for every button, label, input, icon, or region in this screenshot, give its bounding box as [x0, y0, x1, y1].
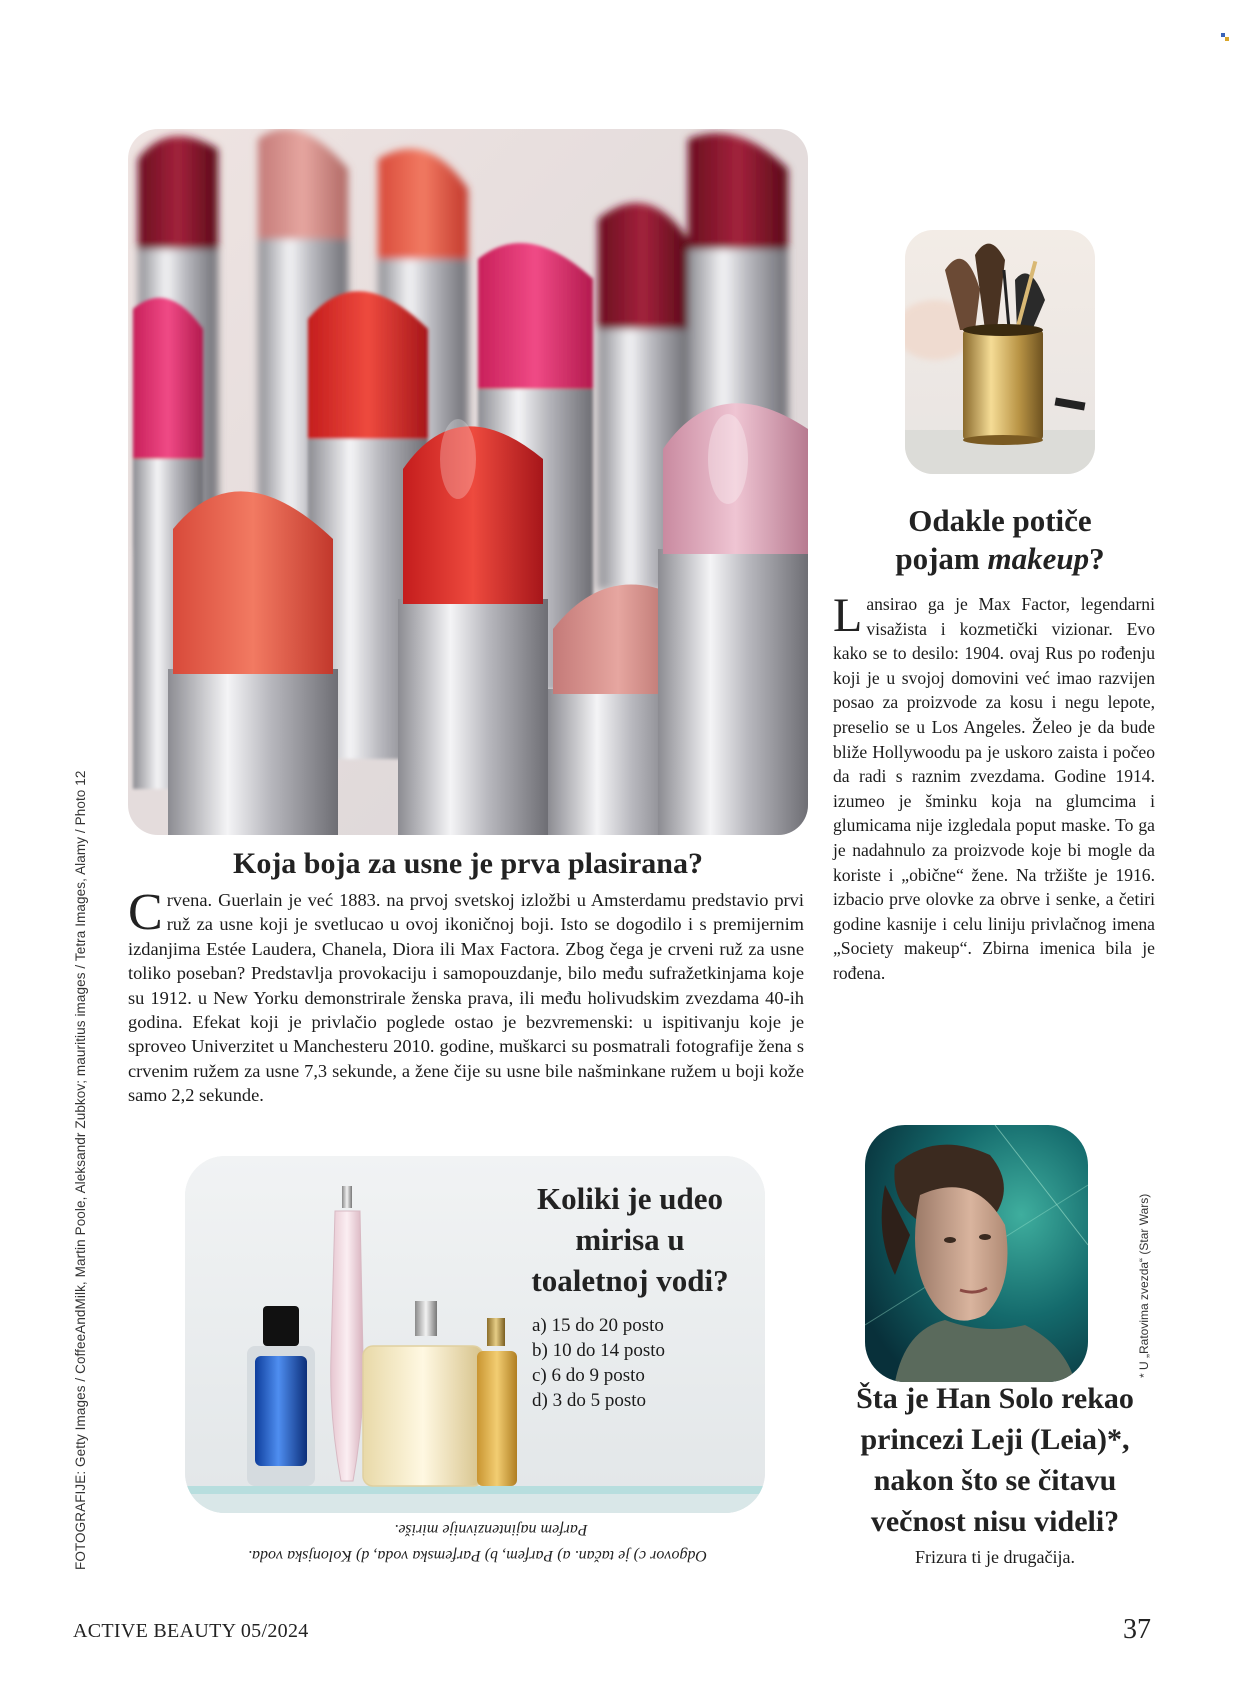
- lipstick-body-paragraph: [128, 884, 804, 1108]
- perfume-quiz-box: [185, 1156, 765, 1513]
- makeup-brushes-photo: [905, 230, 1095, 474]
- leia-question: [830, 1378, 1160, 1542]
- lipstick-article: [128, 884, 804, 1108]
- corner-marker: [1221, 33, 1229, 41]
- footer-magazine-issue: ACTIVE BEAUTY 05/2024: [73, 1620, 309, 1642]
- leia-photo: [865, 1125, 1088, 1382]
- quiz-option-b: b) 10 do 14 posto: [532, 1340, 665, 1361]
- perfume-answer: Odgovor c) je tačan. a) Parfem, b) Parfemska voda, d) Kolonjska voda.: [248, 1547, 708, 1564]
- leia-question-line1: Šta je Han Solo rekao: [856, 1382, 1134, 1415]
- lipstick-body-text: rvena. Guerlain je već 1883. na prvoj svetskoj izložbi u Amsterdamu predstavio prvi ruž za usne koji je svetlucao u ovoj ikoničnoj boji. Isto se dogodilo i s premijernim izdanjima Estée Laudera, Chanela, Diora ili Max Factora. Zbog čega je crveni ruž za usne toliko poseban? Predstavlja provokaciju i samopouzdanje, bilo među sufražetkinjama koje su 1912. u New Yorku demonstrirale ženska prava, ili među holivudskim zvezdama 40-ih godina. Efekat koji je privlačio poglede ostao je bezvremenski: u ispitivanju koje je sproveo Univerzitet u Manchesteru 2010. godine, muškarci su posmatrali fotografije žena s crvenim ružem za usne 7,3 sekunde, a žene čije su usne bile našminkane ružem u boji kože samo 2,2 sekunde.: [128, 890, 804, 1106]
- makeup-article: [833, 589, 1155, 986]
- lipstick-photo: [128, 129, 808, 835]
- page-number: 37: [1123, 1614, 1151, 1645]
- perfume-quiz-title: [500, 1178, 760, 1301]
- makeup-heading-italic: makeup: [987, 541, 1090, 576]
- leia-question-line2: princezi Leji (Leia)*,: [860, 1423, 1130, 1456]
- quiz-option-c: c) 6 do 9 posto: [532, 1365, 645, 1386]
- quiz-option-d: d) 3 do 5 posto: [532, 1390, 646, 1411]
- makeup-body-paragraph: [833, 589, 1155, 986]
- makeup-dropcap: L: [833, 589, 863, 642]
- makeup-heading-line2-prefix: pojam: [895, 541, 988, 576]
- makeup-heading-line1: Odakle potiče: [908, 503, 1092, 538]
- lipstick-heading: Koja boja za usne je prva plasirana?: [232, 847, 703, 880]
- leia-answer: Frizura ti je drugačija.: [915, 1547, 1075, 1567]
- makeup-body-text: ansirao ga je Max Factor, legendarni visažista i kozmetički vizionar. Evo kako se to desilo: 1904. ovaj Rus po rođenju koji je u svojoj domovini već imao razvijen posao za proizvode za kosu i negu lepote, preselio se u Los Angeles. Želeo je da bude bliže Hollywoodu pa je uskoro zaista i počeo da radi s raznim zvezdama. Godine 1914. izumeo je šminku koja na glumcima i glumicama nije izgledala poput maske. To ga je nadahnulo za proizvode koje bi mogle da koriste i „obične“ žene. Na tržište je 1916. izbacio prve olovke za obrve i senke, a četiri godine kasnije i celu liniju privlačnog imena „Society makeup“. Zbirna imenica bila je rođena.: [833, 594, 1155, 983]
- perfume-quiz-content: [500, 1178, 760, 1413]
- lipstick-dropcap: C: [128, 884, 163, 941]
- perfume-quiz-title-line1: Koliki je udeo: [536, 1181, 723, 1216]
- perfume-answer-note: Parfem najintenzivnije miriše.: [394, 1521, 588, 1538]
- leia-caption-note: * U „Ratovima zvezda“ (Star Wars): [1137, 1193, 1151, 1378]
- perfume-quiz-title-line3: toaletnoj vodi?: [531, 1263, 729, 1298]
- leia-question-line3: nakon što se čitavu: [873, 1464, 1117, 1497]
- makeup-heading: [830, 502, 1170, 578]
- photo-credit: FOTOGRAFIJE: Getty Images / CoffeeAndMilk, Martin Poole, Aleksandr Zubkov; mauritius images / Tetra Images, Alamy / Photo 12: [73, 770, 88, 1570]
- marker-gold-dot: [1225, 37, 1229, 41]
- leia-question-line4: večnost nisu videli?: [870, 1505, 1120, 1538]
- perfume-quiz-title-line2: mirisa u: [575, 1222, 685, 1257]
- perfume-quiz-options: [532, 1313, 760, 1413]
- makeup-heading-line2-suffix: ?: [1089, 541, 1105, 576]
- quiz-option-a: a) 15 do 20 posto: [532, 1315, 664, 1336]
